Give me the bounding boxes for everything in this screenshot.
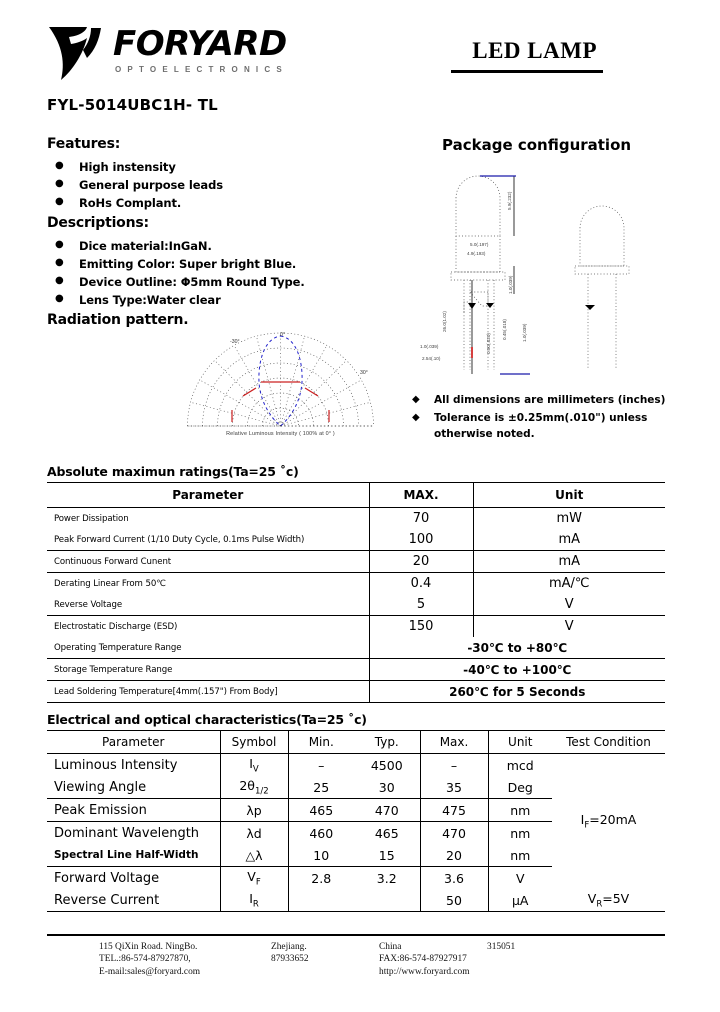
brand-subtitle: OPTOELECTRONICS: [115, 65, 288, 74]
cell-max: 3.6: [420, 867, 488, 890]
table-row: [47, 529, 665, 551]
cell-unit: nm: [488, 799, 552, 822]
column-header-typ: Typ.: [354, 731, 420, 754]
cell-parameter: Derating Linear From 50℃: [54, 578, 166, 589]
cell-max: –: [420, 754, 488, 777]
cell-max: 20: [420, 844, 488, 867]
cell-symbol: $V_F$: [220, 867, 288, 890]
note-item: ◆ All dimensions are millimeters (inches): [404, 392, 680, 409]
cell-test-condition-forward: $I_F=20mA$: [580, 812, 637, 831]
list-item: ● Device Outline: Φ5mm Round Type.: [47, 273, 397, 291]
descriptions-list: [47, 237, 397, 309]
cell-parameter: Storage Temperature Range: [47, 659, 369, 681]
part-number: FYL-5014UBC1H- TL: [47, 96, 218, 114]
cell-min: –: [288, 754, 354, 777]
cell-max: 20: [369, 551, 473, 573]
package-configuration: [404, 136, 684, 386]
cell-min: 2.8: [288, 867, 354, 890]
footer-phone-line: [99, 953, 665, 966]
cell-typ: 470: [354, 799, 420, 822]
column-header-max: Max.: [420, 731, 488, 754]
cell-min: 25: [288, 776, 354, 799]
cell-unit: mW: [473, 508, 665, 530]
cell-unit: V: [488, 867, 552, 890]
cell-typ: [354, 889, 420, 912]
cell-unit: μA: [488, 889, 552, 912]
page-header: [45, 22, 675, 94]
dimension-label: 4.9(.193): [467, 251, 486, 256]
column-header-parameter: Parameter: [47, 731, 220, 754]
list-item: ● High instensity: [47, 158, 397, 176]
cell-max: 470: [420, 822, 488, 845]
cell-unit: mA: [473, 529, 665, 551]
company-telephone: TEL.:86-574-87927870,: [99, 954, 191, 965]
cell-symbol: $I_R$: [220, 889, 288, 912]
electrical-table: [47, 730, 665, 912]
company-country: China: [379, 941, 402, 952]
radiation-pattern-diagram: [168, 330, 393, 448]
cell-max: 35: [420, 776, 488, 799]
cell-max: 475: [420, 799, 488, 822]
cell-value-merged: -40℃ to +100℃: [369, 659, 665, 681]
cell-unit: nm: [488, 822, 552, 845]
absolute-max-table: [47, 482, 665, 703]
table-header-row: [47, 731, 665, 754]
cell-max: 50: [420, 889, 488, 912]
axis-label-center: 0°: [280, 332, 285, 338]
table-row: [47, 573, 665, 595]
cell-typ: 4500: [370, 757, 403, 773]
page-footer: [47, 934, 665, 978]
dimension-label: 0.50(.020): [486, 333, 491, 354]
cell-test-condition-reverse: $V_R=5V$: [587, 890, 630, 910]
cell-max: 100: [369, 529, 473, 551]
table-row: [47, 754, 665, 777]
cell-max: 70: [369, 508, 473, 530]
features-descriptions-column: [47, 136, 397, 334]
axis-label-right: 30°: [360, 370, 368, 376]
package-notes: [404, 392, 680, 444]
cell-parameter: Forward Voltage: [54, 870, 160, 886]
footer-address-line: [99, 941, 665, 954]
cell-parameter: Viewing Angle: [47, 776, 220, 799]
dimension-label: 5.9(.232): [507, 191, 512, 210]
cell-max: 150: [369, 616, 473, 638]
cell-unit: nm: [488, 844, 552, 867]
dimension-label: 5.0(.197): [470, 242, 489, 247]
cell-min: 465: [288, 799, 354, 822]
cell-typ: 15: [354, 844, 420, 867]
cell-parameter: Reverse Voltage: [47, 594, 369, 616]
cell-parameter: Dominant Wavelength: [54, 825, 200, 841]
axis-label-left: -30°: [230, 339, 240, 345]
footer-web-line: [99, 966, 665, 979]
package-config-title: Package configuration: [442, 136, 632, 154]
column-header-parameter: Parameter: [47, 483, 369, 508]
package-drawing-svg: [404, 162, 684, 386]
table-row: [47, 508, 665, 530]
table-row: [47, 659, 665, 681]
dimension-label: 1.0(.039): [508, 275, 513, 294]
cell-typ: 3.2: [376, 870, 397, 886]
column-header-symbol: Symbol: [220, 731, 288, 754]
cell-unit: mA: [473, 551, 665, 573]
column-header-unit: Unit: [473, 483, 665, 508]
table-row: [47, 889, 665, 912]
radiation-pattern-heading: Radiation pattern.: [47, 312, 189, 328]
pattern-marks-red: [232, 382, 329, 422]
features-heading: Features:: [47, 136, 121, 152]
cell-value-merged: 260℃ for 5 Seconds: [369, 681, 665, 703]
cell-unit: V: [473, 616, 665, 638]
cell-max: 5: [369, 594, 473, 616]
document-title: LED LAMP: [472, 38, 597, 63]
cell-parameter: Power Dissipation: [54, 513, 129, 524]
cell-parameter: Continuous Forward Cunent: [47, 551, 369, 573]
list-item: ● General purpose leads: [47, 176, 397, 194]
descriptions-heading: Descriptions:: [47, 215, 149, 231]
list-item: ● Emitting Color: Super bright Blue.: [47, 255, 397, 273]
electrical-caption: Electrical and optical characteristics(Ta=25 ˚c): [47, 712, 367, 727]
cell-symbol: λp: [220, 799, 288, 822]
dimension-label: 0.45(.018): [502, 319, 507, 340]
cell-parameter: Electrostatic Discharge (ESD): [54, 621, 178, 632]
cell-parameter: Operating Temperature Range: [47, 637, 369, 659]
table-row: [47, 551, 665, 573]
cell-symbol: $I_V$: [220, 754, 288, 777]
company-postcode: 315051: [487, 941, 516, 952]
company-email[interactable]: E-mail:sales@foryard.com: [99, 966, 201, 977]
column-header-min: Min.: [288, 731, 354, 754]
cell-typ: 30: [354, 776, 420, 799]
cell-symbol: $2\theta_{1/2}$: [220, 776, 288, 799]
company-website[interactable]: http://www.foryard.com: [379, 966, 470, 977]
dimension-label: 26.0(1.02): [442, 311, 447, 332]
cell-unit: mA/℃: [473, 573, 665, 595]
table-row: [47, 616, 665, 638]
company-address: 115 QiXin Road. NingBo.: [99, 941, 198, 952]
cell-min: [288, 889, 354, 912]
polar-plot-svg: [168, 330, 393, 430]
cell-typ: 465: [374, 825, 399, 841]
cell-max: 0.4: [369, 573, 473, 595]
cell-parameter: Spectral Line Half-Width: [47, 844, 220, 867]
absolute-max-ratings-section: [47, 464, 665, 703]
radiation-pattern-caption: Relative Luminous Intensity ( 100% at 0° ): [226, 431, 335, 437]
absolute-max-caption: Absolute maximun ratings(Ta=25 ˚c): [47, 464, 299, 479]
table-header-row: [47, 483, 665, 508]
list-item: ● Dice material:InGaN.: [47, 237, 397, 255]
table-row: [47, 594, 665, 616]
cell-parameter: Peak Emission: [47, 799, 220, 822]
company-fax: FAX:86-574-87927917: [379, 954, 467, 965]
column-header-test-condition: Test Condition: [552, 731, 665, 754]
foryard-logo-icon: [47, 24, 105, 82]
cell-unit: mcd: [488, 754, 552, 777]
company-province: Zhejiang.: [271, 941, 307, 952]
cell-value-merged: -30℃ to +80℃: [369, 637, 665, 659]
cell-min: 460: [288, 822, 354, 845]
list-item: ● RoHs Complant.: [47, 194, 397, 212]
company-logo: [45, 22, 365, 84]
cell-symbol: λd: [220, 822, 288, 845]
cell-unit: V: [473, 594, 665, 616]
document-title-underline: [451, 70, 603, 73]
table-row: [47, 637, 665, 659]
company-telephone-alt: 87933652: [271, 954, 309, 965]
cell-parameter: Reverse Current: [54, 892, 160, 908]
table-row: [47, 681, 665, 703]
dimension-label: 2.54(.10): [422, 356, 441, 361]
cell-unit: Deg: [488, 776, 552, 799]
cell-symbol: △λ: [220, 844, 288, 867]
cell-parameter: Peak Forward Current (1/10 Duty Cycle, 0.1ms Pulse Width): [47, 529, 369, 551]
list-item: ● Lens Type:Water clear: [47, 291, 397, 309]
column-header-unit: Unit: [488, 731, 552, 754]
electrical-characteristics-section: [47, 712, 665, 912]
dimension-label: 1.0(.039): [420, 344, 439, 349]
note-item: ◆ Tolerance is ±0.25mm(.010") unless otherwise noted.: [404, 410, 680, 443]
dimension-label: 1.0(.039): [522, 323, 527, 342]
footer-contact-info: [47, 941, 665, 979]
cell-min: 10: [288, 844, 354, 867]
column-header-max: MAX.: [369, 483, 473, 508]
footer-divider: [47, 934, 665, 936]
cell-parameter: Luminous Intensity: [54, 757, 178, 773]
brand-name: FORYARD: [113, 24, 287, 64]
cell-parameter: Lead Soldering Temperature[4mm(.157") From Body]: [54, 686, 278, 697]
features-list: [47, 158, 397, 212]
